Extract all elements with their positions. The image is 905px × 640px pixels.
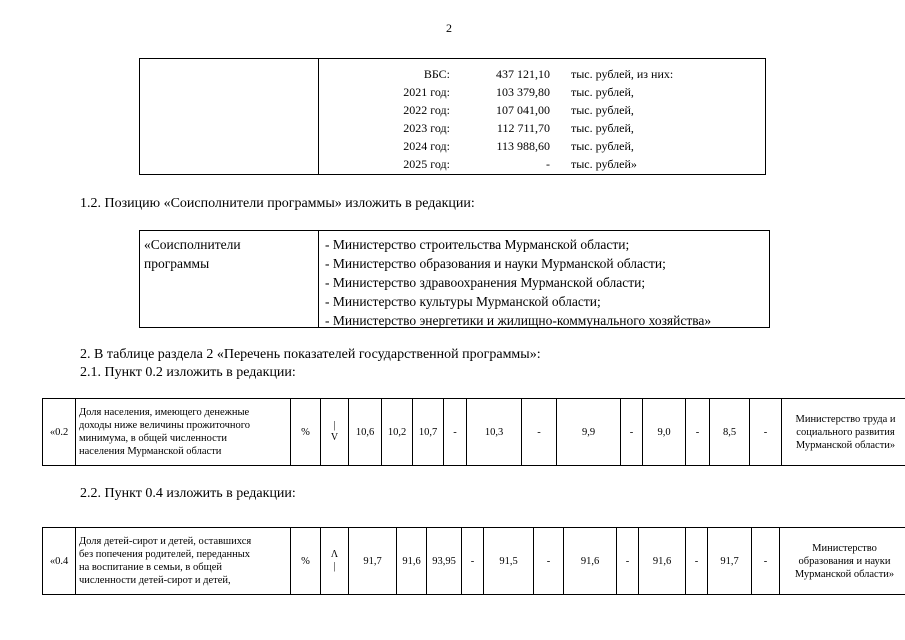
responsible-ministry: [780, 528, 905, 595]
coexecutor-item: - Министерство строительства Мурманской области;: [325, 237, 630, 252]
value-cell: 10,6: [349, 399, 382, 466]
coexecutors-label: [144, 235, 241, 273]
funding-label: 2024 год:: [403, 139, 450, 153]
paragraph-2-2: 2.2. Пункт 0.4 изложить в редакции:: [80, 486, 296, 501]
description-line: численности детей-сирот и детей,: [79, 575, 231, 586]
value-cell: 8,5: [710, 399, 750, 466]
coexecutors-label-line: «Соисполнители: [144, 237, 241, 252]
value-cell: -: [752, 528, 780, 595]
value-cell: -: [750, 399, 782, 466]
indicator-description: [76, 399, 291, 466]
description-line: доходы ниже величины прожиточного: [79, 420, 251, 431]
funding-label: ВБС:: [423, 67, 450, 81]
trend-symbol-bottom: |: [333, 561, 336, 572]
ministry-line: Мурманской области»: [794, 568, 895, 580]
funding-row: [140, 139, 765, 157]
funding-label: 2023 год:: [403, 121, 450, 135]
ministry-line: Министерство труда и: [795, 413, 896, 425]
ministry-line: социального развития: [796, 426, 895, 438]
funding-row: [140, 85, 765, 103]
coexecutor-item: - Министерство здравоохранения Мурманской области;: [325, 275, 646, 290]
funding-row: [140, 157, 765, 175]
coexecutors-label-line: программы: [144, 256, 210, 271]
coexecutors-list: [325, 235, 711, 330]
value-cell: 10,2: [382, 399, 413, 466]
funding-row: [140, 103, 765, 121]
funding-unit: тыс. рублей,: [571, 103, 634, 117]
funding-label: 2025 год:: [403, 157, 450, 171]
row-number: «0.2: [43, 399, 76, 466]
funding-amount: 437 121,10: [496, 67, 550, 81]
table-divider: [318, 231, 319, 327]
funding-amount: 113 988,60: [496, 139, 550, 153]
trend-symbol-top: |: [333, 420, 336, 431]
value-cell: -: [617, 528, 639, 595]
funding-amount: 103 379,80: [496, 85, 550, 99]
funding-amount: 107 041,00: [496, 103, 550, 117]
description-line: Доля детей-сирот и детей, оставшихся: [79, 536, 252, 547]
value-cell: 91,6: [564, 528, 617, 595]
coexecutor-item: - Министерство образования и науки Мурманской области;: [325, 256, 666, 271]
trend-symbol: [321, 528, 349, 595]
funding-unit: тыс. рублей, из них:: [571, 67, 674, 81]
ministry-line: Министерство: [812, 542, 877, 554]
trend-symbol-top: Λ: [330, 549, 339, 560]
ministry-line: Мурманской области»: [795, 439, 896, 451]
unit-cell: %: [291, 528, 321, 595]
unit-cell: %: [291, 399, 321, 466]
paragraph-2: 2. В таблице раздела 2 «Перечень показателей государственной программы»:: [80, 347, 541, 362]
value-cell: 91,7: [349, 528, 397, 595]
value-cell: 10,3: [467, 399, 522, 466]
funding-unit: тыс. рублей,: [571, 139, 634, 153]
coexecutors-table: [139, 230, 770, 328]
coexecutor-item: - Министерство культуры Мурманской области;: [325, 294, 601, 309]
table-row: [43, 399, 905, 466]
funding-unit: тыс. рублей,: [571, 121, 634, 135]
page-number: 2: [446, 21, 452, 35]
funding-unit: тыс. рублей,: [571, 85, 634, 99]
value-cell: 10,7: [413, 399, 444, 466]
value-cell: 91,6: [397, 528, 427, 595]
funding-unit: тыс. рублей»: [571, 157, 637, 171]
funding-row: [140, 121, 765, 139]
value-cell: -: [444, 399, 467, 466]
value-cell: 91,7: [708, 528, 752, 595]
description-line: на воспитание в семьи, в общей: [79, 562, 222, 573]
value-cell: 91,5: [484, 528, 534, 595]
value-cell: 93,95: [427, 528, 462, 595]
value-cell: -: [534, 528, 564, 595]
coexecutor-item: - Министерство энергетики и жилищно-коммунального хозяйства»: [325, 313, 712, 328]
value-cell: 91,6: [639, 528, 686, 595]
paragraph-1-2: 1.2. Позицию «Соисполнители программы» изложить в редакции:: [80, 196, 475, 211]
funding-label: 2022 год:: [403, 103, 450, 117]
ministry-line: образования и науки: [798, 555, 891, 567]
value-cell: -: [462, 528, 484, 595]
description-line: без попечения родителей, переданных: [79, 549, 251, 560]
value-cell: 9,9: [557, 399, 621, 466]
indicator-table-0-4: [42, 527, 905, 595]
responsible-ministry: [782, 399, 905, 466]
row-number: «0.4: [43, 528, 76, 595]
value-cell: -: [621, 399, 643, 466]
description-line: населения Мурманской области: [79, 446, 222, 457]
funding-row: [140, 67, 765, 85]
table-row: [43, 528, 905, 595]
value-cell: -: [686, 399, 710, 466]
indicator-description: [76, 528, 291, 595]
paragraph-2-1: 2.1. Пункт 0.2 изложить в редакции:: [80, 365, 296, 380]
indicator-table-0-2: [42, 398, 905, 466]
value-cell: -: [686, 528, 708, 595]
description-line: Доля населения, имеющего денежные: [79, 407, 250, 418]
funding-amount: 112 711,70: [496, 121, 550, 135]
value-cell: 9,0: [643, 399, 686, 466]
trend-symbol-bottom: V: [330, 432, 339, 443]
trend-symbol: [321, 399, 349, 466]
funding-table: [139, 58, 766, 175]
description-line: минимума, в общей численности: [79, 433, 227, 444]
funding-label: 2021 год:: [403, 85, 450, 99]
funding-amount: -: [546, 157, 550, 171]
value-cell: -: [522, 399, 557, 466]
